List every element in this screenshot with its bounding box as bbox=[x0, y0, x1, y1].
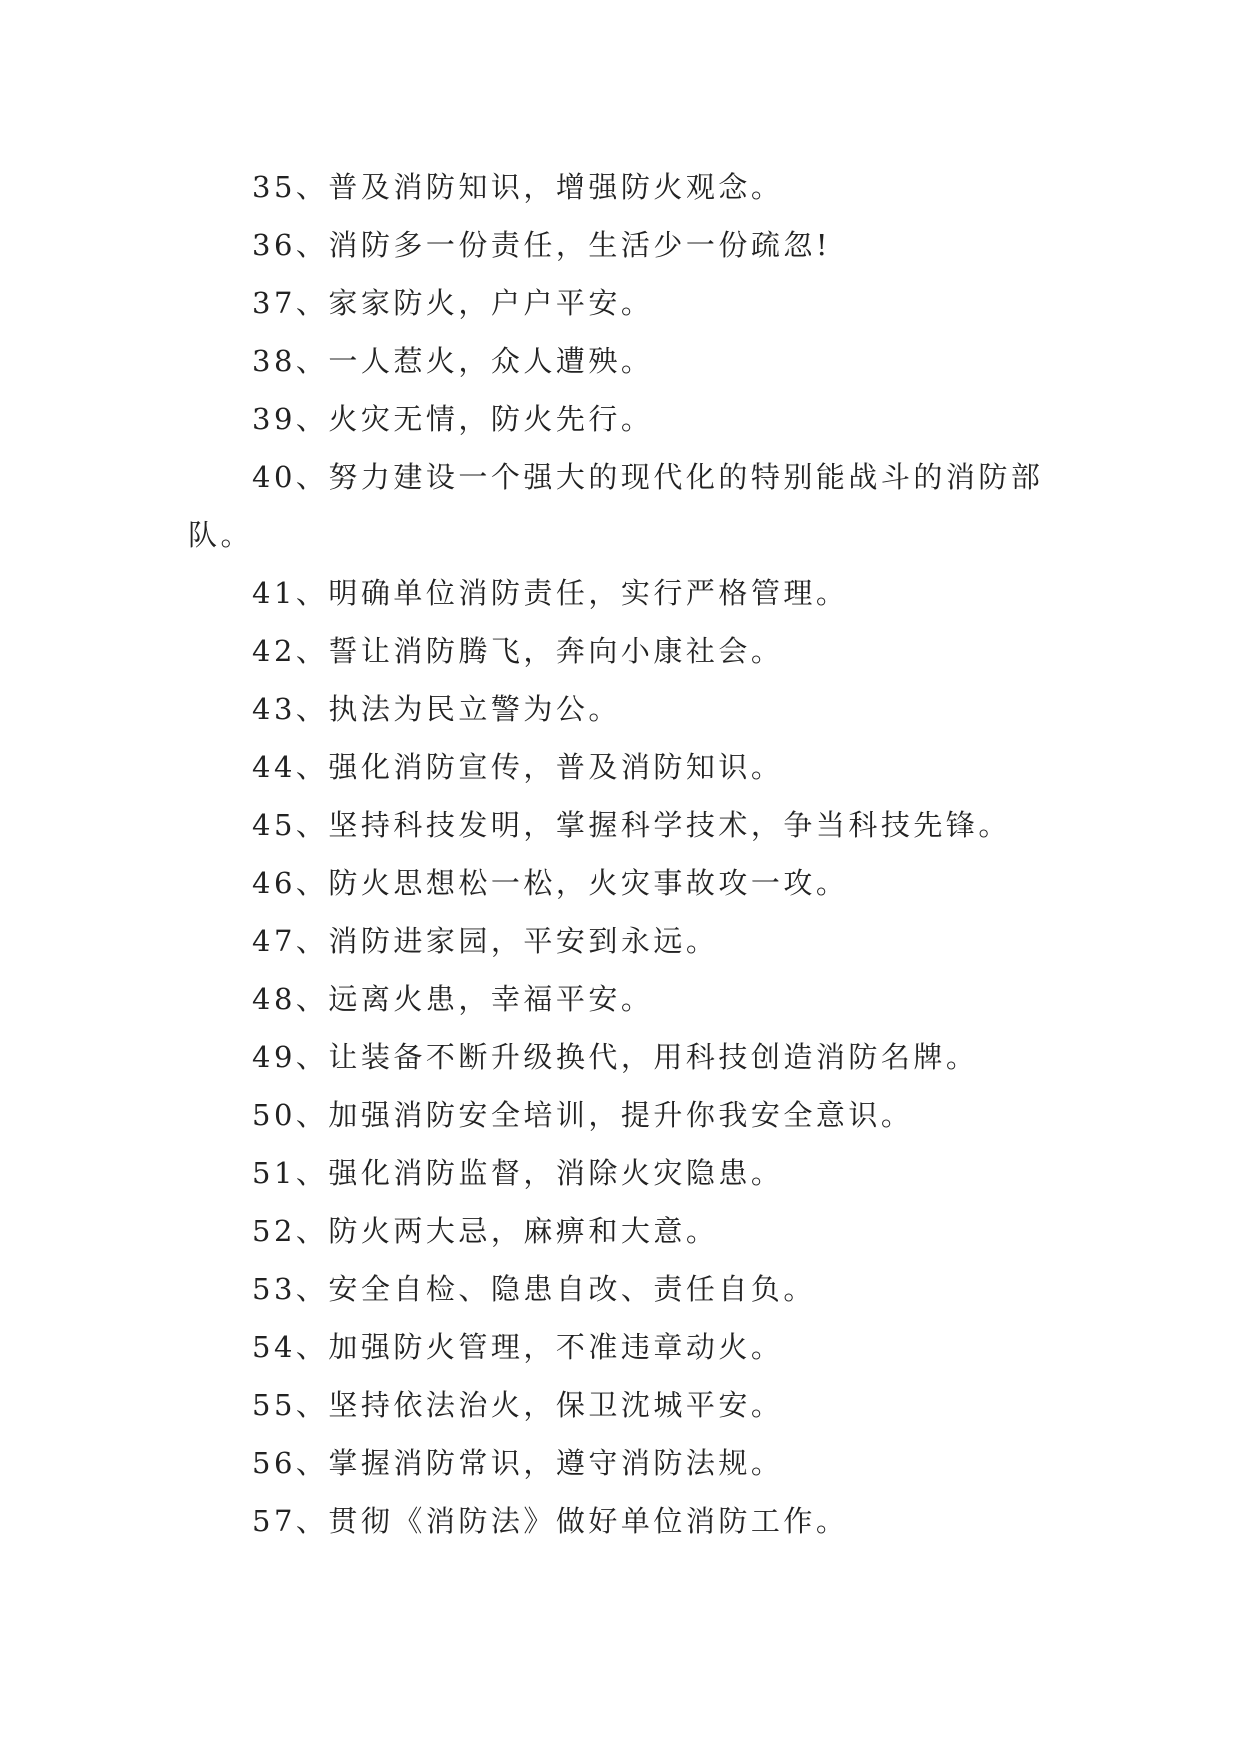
slogan-43: 43、执法为民立警为公。 bbox=[252, 692, 621, 726]
slogan-49: 49、让装备不断升级换代，用科技创造消防名牌。 bbox=[252, 1040, 979, 1074]
slogan-48: 48、远离火患，幸福平安。 bbox=[252, 982, 654, 1016]
slogan-40: 40、努力建设一个强大的现代化的特别能战斗的消防部队。 bbox=[188, 460, 1044, 552]
slogan-42: 42、誓让消防腾飞，奔向小康社会。 bbox=[252, 634, 784, 668]
slogan-45: 45、坚持科技发明，掌握科学技术，争当科技先锋。 bbox=[252, 808, 1011, 842]
slogan-38: 38、一人惹火，众人遭殃。 bbox=[252, 344, 654, 378]
slogan-39: 39、火灾无情，防火先行。 bbox=[252, 402, 654, 436]
slogan-50: 50、加强消防安全培训，提升你我安全意识。 bbox=[252, 1098, 914, 1132]
slogan-46: 46、防火思想松一松，火灾事故攻一攻。 bbox=[252, 866, 849, 900]
slogan-47: 47、消防进家园，平安到永远。 bbox=[252, 924, 719, 958]
slogan-36: 36、消防多一份责任，生活少一份疏忽! bbox=[252, 228, 832, 262]
slogan-41: 41、明确单位消防责任，实行严格管理。 bbox=[252, 576, 849, 610]
slogan-53: 53、安全自检、隐患自改、责任自负。 bbox=[252, 1272, 816, 1306]
document-body bbox=[188, 158, 1058, 1550]
slogan-56: 56、掌握消防常识，遵守消防法规。 bbox=[252, 1446, 784, 1480]
slogan-44: 44、强化消防宣传，普及消防知识。 bbox=[252, 750, 784, 784]
slogan-51: 51、强化消防监督，消除火灾隐患。 bbox=[252, 1156, 784, 1190]
slogan-55: 55、坚持依法治火，保卫沈城平安。 bbox=[252, 1388, 784, 1422]
slogan-37: 37、家家防火，户户平安。 bbox=[252, 286, 654, 320]
slogan-35: 35、普及消防知识，增强防火观念。 bbox=[252, 170, 784, 204]
slogan-52: 52、防火两大忌，麻痹和大意。 bbox=[252, 1214, 719, 1248]
slogan-57: 57、贯彻《消防法》做好单位消防工作。 bbox=[252, 1504, 849, 1538]
slogan-54: 54、加强防火管理，不准违章动火。 bbox=[252, 1330, 784, 1364]
